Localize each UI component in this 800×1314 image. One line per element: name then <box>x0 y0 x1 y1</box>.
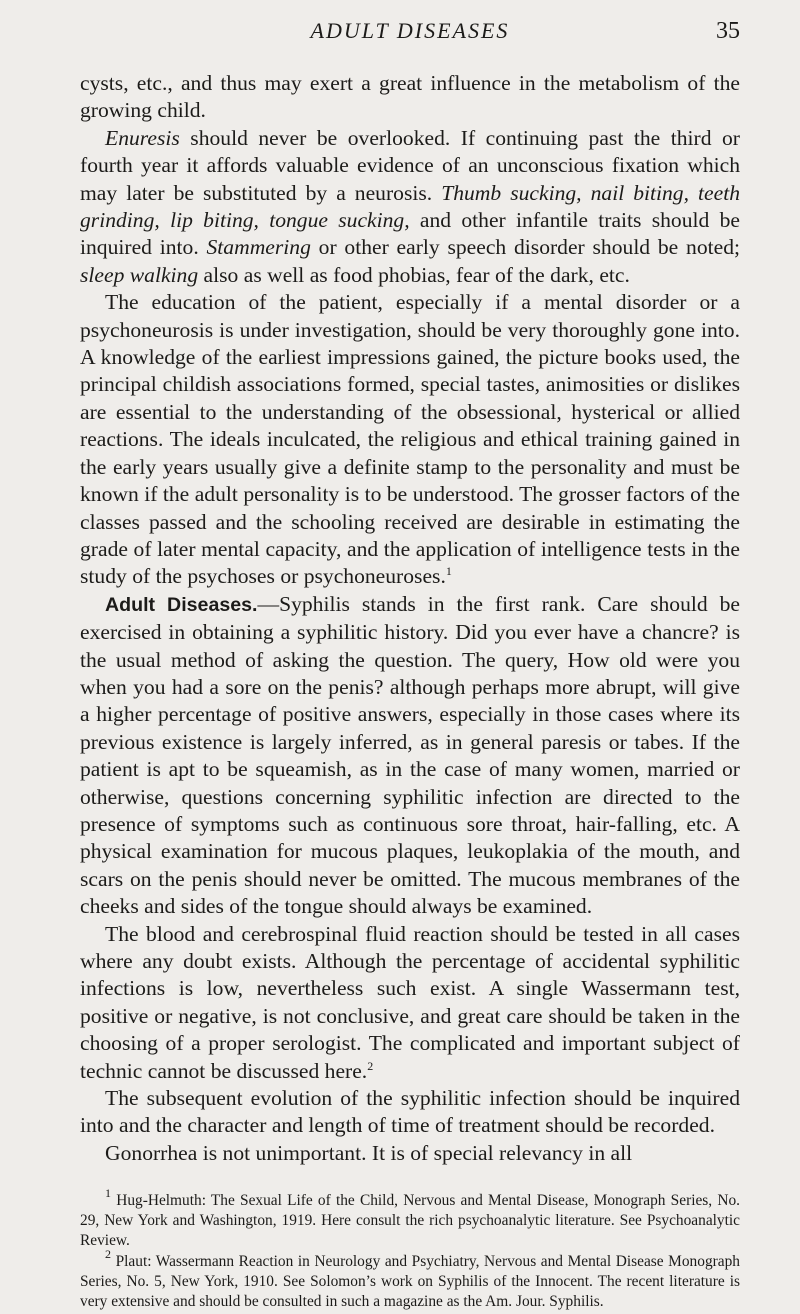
text-run: The education of the patient, especially if a mental disorder or a psychoneurosis is under investigation, should be very thoroughly gone into. A knowledge of the earliest impressions gained, the picture books used, the principal childish associations formed, special tastes, animosities or dislikes are essential to the understanding of the obsessional, hysterical or allied reactions. The ideals inculcated, the religious and ethical training gained in the early years usually give a definite stamp to the personality and must be known if the adult personality is to be understood. The grosser factors of the classes passed and the schooling received are desirable in estimating the grade of later mental capacity, and the application of intelligence tests in the study of the psychoses or psychoneuroses. <box>80 290 740 589</box>
body-text <box>80 70 740 1167</box>
section-heading: Adult Diseases. <box>105 593 258 616</box>
italic-term: Enuresis <box>105 125 180 150</box>
page-number: 35 <box>716 18 740 44</box>
paragraph-enuresis <box>80 125 740 289</box>
text-run: Plaut: Wassermann Reaction in Neurology and Psychiatry, Nervous and Mental Disease Monograph Series, No. 5, New York, 1910. See Solomon’s work on Syphilis of the Innocent. The recent literature is very extensive and should be consulted in such a magazine as the Am. Jour. Syphilis. <box>80 1252 740 1311</box>
italic-term: Thumb sucking, nail biting, teeth grinding, lip biting, tongue sucking, <box>80 180 740 233</box>
italic-term: Stammering <box>206 235 311 260</box>
italic-term: sleep walking <box>80 262 199 287</box>
paragraph-adult-diseases <box>80 591 740 921</box>
text-run: should never be overlooked. If continuing past the third or fourth year it affords valuable evidence of an unconscious fixation which may later be substituted by a neurosis. <box>80 125 740 205</box>
text-run: cysts, etc., and thus may exert a great influence in the metabolism of the growing child. <box>80 71 740 123</box>
paragraph-gonorrhea <box>80 1140 740 1167</box>
page-header <box>80 18 740 52</box>
text-run: The blood and cerebrospinal fluid reaction should be tested in all cases where any doubt exists. Although the percentage of accidental syphilitic infections is low, nevertheless such exist. A single Wassermann test, positive or negative, is not conclusive, and great care should be taken in the choosing of a proper serologist. The complicated and important subject of technic cannot be discussed here. <box>80 921 740 1083</box>
text-run: Hug-Helmuth: The Sexual Life of the Child, Nervous and Mental Disease, Monograph Series, No. 29, New York and Washington, 1919. Here consult the rich psychoanalytic literature. See Psychoanalytic Review. <box>80 1192 740 1250</box>
footnote-marker: 2 <box>105 1246 111 1261</box>
text-run: —Syphilis stands in the first rank. Care should be exercised in obtaining a syphilitic history. Did you ever have a chancre? is the usual method of asking the question. The query, How old were you when you had a sore on the penis? although perhaps more abrupt, will give a higher percentage of positive answers, especially in those cases where its previous existence is largely inferred, as in general paresis or tabes. If the patient is apt to be squeamish, as in the case of many women, married or otherwise, questions concerning syphilitic infection are directed to the presence of symptoms such as continuous sore throat, hair-falling, etc. A physical examination for mucous plaques, leukoplakia of the mouth, and scars on the penis should never be omitted. The mucous membranes of the cheeks and sides of the tongue should always be examined. <box>80 591 741 919</box>
footnotes <box>80 1186 740 1312</box>
footnote-marker: 1 <box>445 564 452 579</box>
paragraph-education <box>80 289 740 590</box>
paragraph-continuation <box>80 70 740 125</box>
text-run: or other early speech disorder should be noted; <box>310 235 741 260</box>
text-run: Gonorrhea is not unimportant. It is of special relevancy in all <box>105 1140 633 1165</box>
running-head: ADULT DISEASES <box>310 18 510 43</box>
text-run: and other infantile traits should be inquired into. <box>80 208 740 260</box>
footnote-marker: 1 <box>105 1186 111 1200</box>
paragraph-syphilis-evolution <box>80 1085 740 1140</box>
footnote-1 <box>80 1186 740 1252</box>
footnote-2 <box>80 1246 740 1313</box>
footnote-marker: 2 <box>367 1058 374 1073</box>
text-run: also as well as food phobias, fear of the dark, etc. <box>198 262 630 287</box>
paragraph-blood-reaction <box>80 921 740 1085</box>
text-run: The subsequent evolution of the syphilitic infection should be inquired into and the character and length of time of treatment should be recorded. <box>80 1086 740 1138</box>
